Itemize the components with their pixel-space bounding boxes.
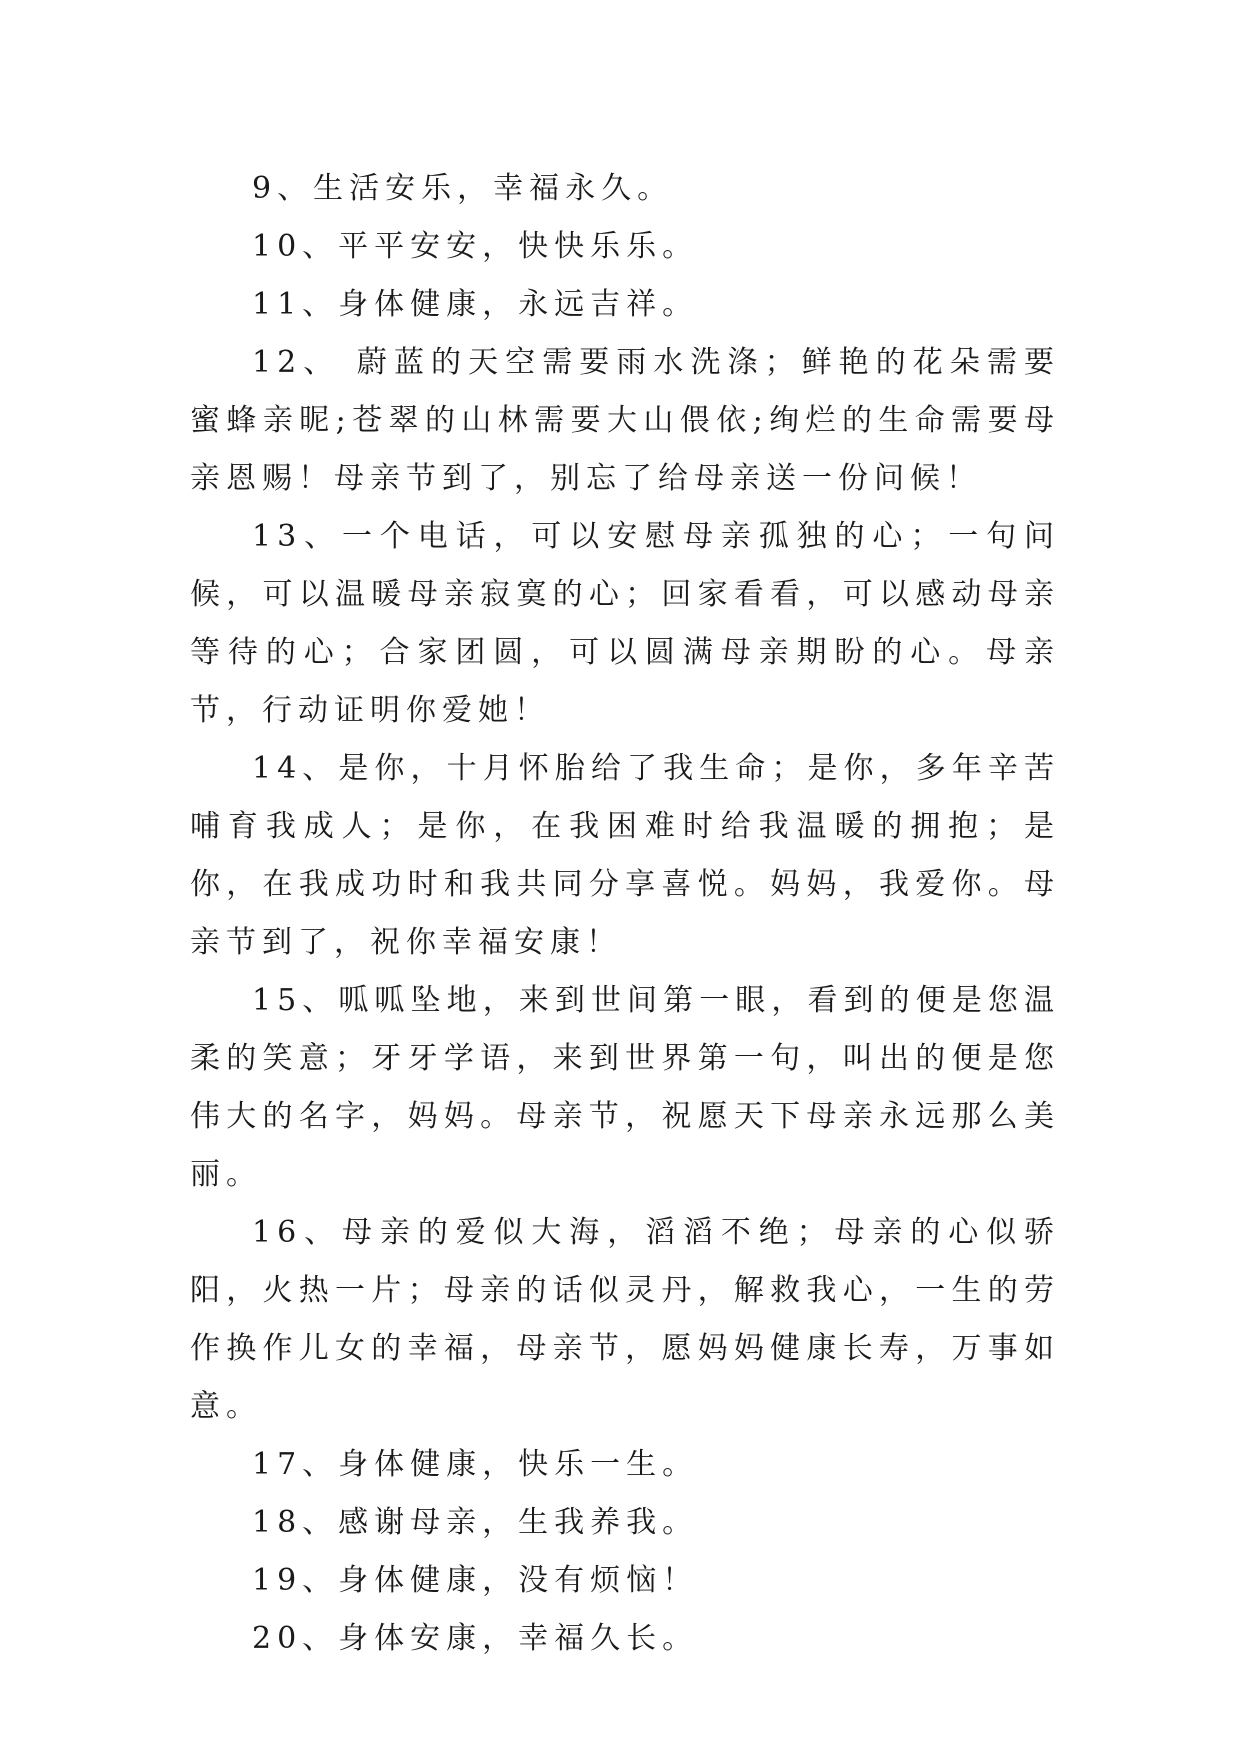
document-body [190,160,1060,1668]
paragraph-13: 13、一个电话，可以安慰母亲孤独的心；一句问候，可以温暖母亲寂寞的心；回家看看，可以感动母亲等待的心；合家团圆，可以圆满母亲期盼的心。母亲节，行动证明你爱她！ [190,519,1060,728]
paragraph-9: 9、生活安乐，幸福永久。 [252,171,674,206]
paragraph-14: 14、是你，十月怀胎给了我生命；是你，多年辛苦哺育我成人；是你，在我困难时给我温暖的拥抱；是你，在我成功时和我共同分享喜悦。妈妈，我爱你。母亲节到了，祝你幸福安康！ [190,751,1060,960]
paragraph-12: 12、 蔚蓝的天空需要雨水洗涤；鲜艳的花朵需要蜜蜂亲昵;苍翠的山林需要大山偎依;绚烂的生命需要母亲恩赐！母亲节到了，别忘了给母亲送一份问候！ [190,345,1060,496]
paragraph-20: 20、身体安康，幸福久长。 [252,1621,699,1656]
paragraph-15: 15、呱呱坠地，来到世间第一眼，看到的便是您温柔的笑意；牙牙学语，来到世界第一句，叫出的便是您伟大的名字，妈妈。母亲节，祝愿天下母亲永远那么美丽。 [190,983,1060,1192]
paragraph-18: 18、感谢母亲，生我养我。 [252,1505,699,1540]
paragraph-16: 16、母亲的爱似大海，滔滔不绝；母亲的心似骄阳，火热一片；母亲的话似灵丹，解救我心，一生的劳作换作儿女的幸福，母亲节，愿妈妈健康长寿，万事如意。 [190,1215,1060,1424]
paragraph-10: 10、平平安安，快快乐乐。 [252,229,699,264]
paragraph-19: 19、身体健康，没有烦恼！ [252,1563,699,1598]
paragraph-11: 11、身体健康，永远吉祥。 [252,287,699,322]
paragraph-17: 17、身体健康，快乐一生。 [252,1447,699,1482]
